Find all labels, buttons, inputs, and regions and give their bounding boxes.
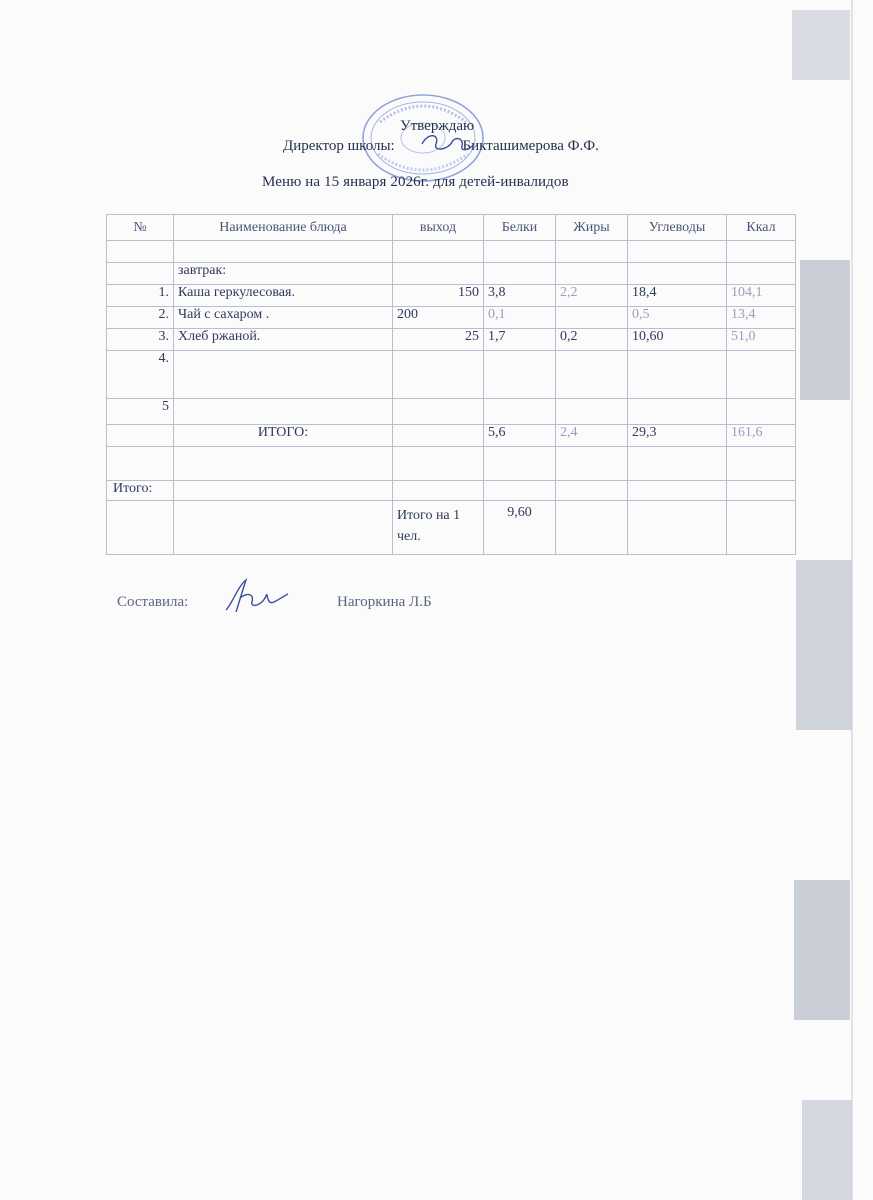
table-row [107,399,796,425]
total-carbs: 29,3 [628,425,727,447]
dish-name: Каша геркулесовая. [174,285,393,307]
dish-kcal: 51,0 [727,329,796,351]
dish-fat: 0,2 [556,329,628,351]
dish-kcal: 104,1 [727,285,796,307]
dish-name: Хлеб ржаной. [174,329,393,351]
approve-label: Утверждаю [400,118,475,134]
row-number: 1. [107,285,174,307]
dish-carbs: 10,60 [628,329,727,351]
section-label: завтрак: [174,263,393,285]
dish-kcal: 13,4 [727,307,796,329]
director-signature [418,128,478,156]
table-row-per-person [107,501,796,555]
dish-name: Чай с сахаром . [174,307,393,329]
table-row-empty [107,447,796,481]
column-header-output: выход [393,215,484,241]
menu-table [106,214,796,555]
column-header-fat: Жиры [556,215,628,241]
column-header-dish: Наименование блюда [174,215,393,241]
table-header-row [107,215,796,241]
column-header-kcal: Ккал [727,215,796,241]
column-header-number: № [107,215,174,241]
total-kcal: 161,6 [727,425,796,447]
column-header-carbs: Углеводы [628,215,727,241]
dish-carbs: 0,5 [628,307,727,329]
dish-protein: 3,8 [484,285,556,307]
composed-label: Составила: [117,594,189,610]
scan-edge-artifact [792,0,873,1200]
dish-output: 150 [393,285,484,307]
row-number: 3. [107,329,174,351]
row-number: 4. [107,351,174,399]
dish-fat: 2,2 [556,285,628,307]
dish-protein: 1,7 [484,329,556,351]
table-row-section [107,263,796,285]
dish-fat [556,307,628,329]
total-fat: 2,4 [556,425,628,447]
table-row-total [107,425,796,447]
table-row [107,285,796,307]
menu-title: Меню на 15 января 2026г. для детей-инвалидов [262,174,569,190]
per-person-label: Итого на 1 чел. [393,501,484,555]
table-row [107,329,796,351]
row-number: 5 [107,399,174,425]
table-row [107,351,796,399]
composer-name: Нагоркина Л.Б [337,594,432,610]
director-name: Бикташимерова Ф.Ф. [462,138,599,154]
table-row [107,307,796,329]
dish-protein: 0,1 [484,307,556,329]
director-label: Директор школы: [283,138,395,154]
dish-output: 25 [393,329,484,351]
table-row-grand-total [107,481,796,501]
grand-total-label: Итого: [107,481,174,501]
dish-carbs: 18,4 [628,285,727,307]
composer-signature [222,576,292,616]
total-protein: 5,6 [484,425,556,447]
column-header-protein: Белки [484,215,556,241]
total-label: ИТОГО: [174,425,393,447]
table-row-empty [107,241,796,263]
dish-output: 200 [393,307,484,329]
row-number: 2. [107,307,174,329]
per-person-value: 9,60 [484,501,556,555]
